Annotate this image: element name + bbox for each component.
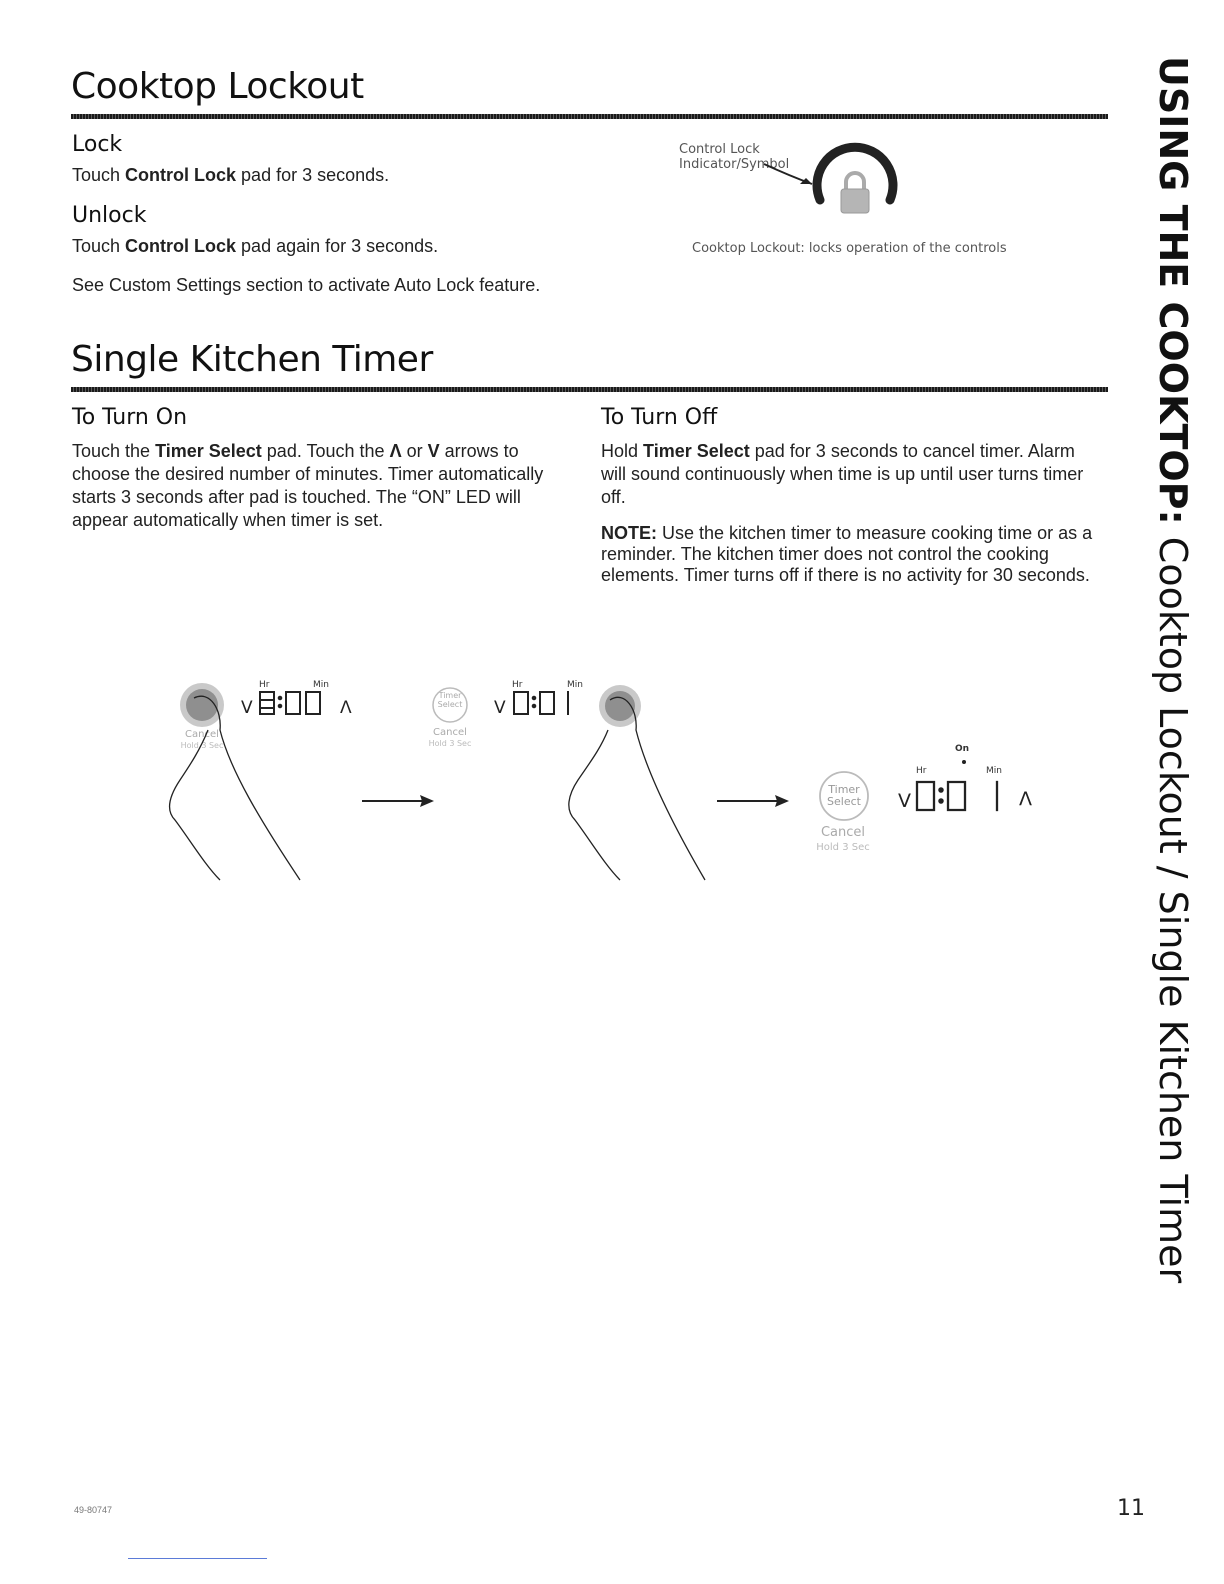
turn-on-text-segment: Λ [389,441,402,461]
down-arrow: V [898,790,911,812]
turn-on-heading: To Turn On [72,405,188,430]
lock-text: Touch Control Lock pad for 3 seconds. [72,165,390,185]
hr-label: Hr [512,680,523,690]
timer-select-pad-label: Timer Select [437,691,463,709]
lock-heading: Lock [72,132,123,157]
lock-caption: Cooktop Lockout: locks operation of the controls [692,241,1007,256]
timer-step-1-art [160,670,420,890]
side-chapter-tab: USING THE COOKTOP: Cooktop Lockout / Single Kitchen Timer [1151,56,1195,1284]
turn-on-text-segment: V [427,441,440,461]
timer-step-1 [160,670,420,890]
down-arrow: V [241,698,253,718]
arrow-right-icon [717,794,789,808]
footer-link-rule [128,1558,267,1559]
timer-step-3-art [810,740,1050,860]
hold-label: Hold 3 Sec [180,741,224,750]
hold-label: Hold 3 Sec [816,842,870,853]
lock-icon [841,173,869,213]
hr-label: Hr [916,766,927,776]
section-rule [71,387,1108,392]
lock-figure [760,140,920,240]
cancel-label: Cancel [433,727,467,738]
min-label: Min [986,766,1002,776]
on-label: On [955,744,970,754]
cancel-label: Cancel [185,729,219,740]
document-id: 49-80747 [74,1505,113,1515]
up-arrow: Λ [1019,788,1032,810]
page-number: 11 [1117,1496,1145,1521]
section-title-cooktop-lockout: Cooktop Lockout [71,66,364,107]
hr-label: Hr [259,680,270,690]
hold-label: Hold 3 Sec [428,739,472,748]
timer-step-3 [810,740,1050,860]
turn-off-text: Hold Timer Select pad for 3 seconds to cancel timer. Alarm will sound continuously when time is up until user turns timer off. [601,441,1084,507]
down-arrow: V [494,698,506,718]
turn-on-text [72,440,572,532]
unlock-heading: Unlock [72,203,147,228]
auto-lock-text: See Custom Settings section to activate Auto Lock feature. [72,275,541,295]
timer-step-2 [420,670,720,890]
turn-on-text-segment: Touch the [72,441,156,461]
note-text: NOTE: Use the kitchen timer to measure cooking time or as a reminder. The kitchen timer does not control the cooking elements. Timer turns off if there is no activity for 30 seconds. [601,523,1093,585]
turn-on-text-segment: Timer Select [155,441,262,461]
turn-on-text-segment: or [401,441,428,461]
turn-on-text-segment: pad. Touch the [261,441,390,461]
unlock-text: Touch Control Lock pad again for 3 seconds. [72,236,439,256]
section-title-kitchen-timer: Single Kitchen Timer [71,339,433,380]
turn-on-text-segment: arrows to choose the desired number of minutes. Timer automatically starts 3 seconds after pad is touched. The “ON” LED will appear automatically when timer is set. [72,441,544,530]
min-label: Min [313,680,329,690]
cancel-label: Cancel [820,825,866,840]
up-arrow: Λ [340,698,352,718]
section-rule [71,114,1108,119]
min-label: Min [567,680,583,690]
turn-off-heading: To Turn Off [601,405,718,430]
control-lock-label: Control Lock Indicator/Symbol [679,142,790,172]
timer-step-2-art [420,670,720,890]
timer-select-pad-label: Timer Select [827,783,861,808]
